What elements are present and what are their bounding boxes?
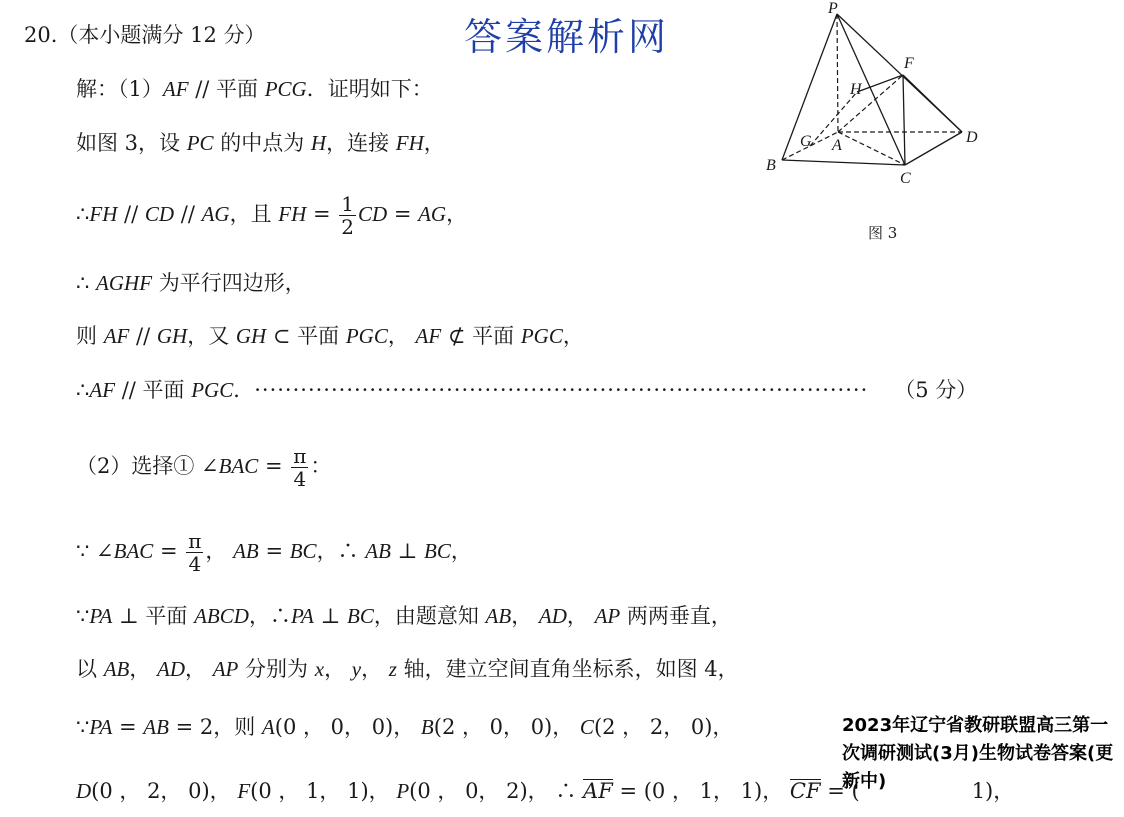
solution-line-12: D(0 ， 2， 0)， F(0 ， 1， 1)， P(0 ， 0， 2)， ∴ AF = (0 ， 1， 1)， CF = ( 1)， — [76, 779, 1015, 803]
label-D: D — [966, 129, 978, 146]
watermark-text: 答案解析网 — [464, 15, 670, 59]
edge-HF — [857, 75, 903, 92]
solution-line-10: 以 AB， AD， AP 分别为 x， y， z 轴，建立空间直角坐标系，如图 4， — [76, 657, 739, 681]
solution-line-7: （2）选择① ∠BAC = $\frac{\pi}{4}$ ： — [76, 444, 332, 491]
solution-line-6: ∴AF // 平面 PGC．················································································ （5 分） — [76, 375, 977, 405]
solution-line-2: 如图 3，设 PC 的中点为 H，连接 FH， — [76, 131, 445, 155]
solution-line-5: 则 AF // GH，又 GH ⊂ 平面 PGC， AF ⊄ 平面 PGC， — [76, 324, 584, 348]
edge-CD — [905, 132, 962, 165]
figure-caption: 图 3 — [868, 224, 898, 242]
fraction-half: $\frac{1}{2}$ — [341, 192, 354, 239]
label-F: F — [904, 55, 914, 72]
geometry-figure — [760, 0, 1000, 200]
problem-header: 20.（本小题满分 12 分） — [24, 23, 266, 47]
edge-CF — [903, 75, 905, 165]
label-A: A — [832, 137, 842, 154]
fraction-pi-over-4-b: $\frac{\pi}{4}$ — [188, 529, 202, 576]
edge-FD — [903, 75, 962, 132]
label-C: C — [900, 170, 911, 187]
leader-dots: ················································································ — [254, 378, 869, 402]
solution-line-4: ∴ AGHF 为平行四边形， — [76, 271, 306, 295]
vector-AF: AF — [583, 779, 613, 803]
solution-line-8: ∵ ∠BAC = $\frac{\pi}{4}$ ， AB = BC，∴ AB ⊥ BC， — [76, 529, 472, 576]
fraction-pi-over-4: $\frac{\pi}{4}$ — [293, 444, 307, 491]
label-H: H — [850, 81, 862, 98]
vector-CF: CF — [789, 779, 821, 803]
label-P: P — [828, 0, 838, 17]
solution-line-3: ∴FH // CD // AG，且 FH = $\frac{1}{2}$ CD = AG， — [76, 192, 468, 239]
edge-PC — [837, 14, 905, 165]
label-B: B — [766, 157, 776, 174]
solution-line-1: 解：（1）AF // 平面 PCG．证明如下： — [76, 77, 433, 101]
solution-line-11: ∵PA = AB = 2，则 A(0 ， 0， 0)， B(2 ， 0， 0)， C(2 ， 2， 0)， — [76, 715, 734, 739]
edge-AC — [838, 132, 905, 165]
score-label: （5 分） — [894, 378, 978, 402]
promo-banner-text: 2023年辽宁省教研联盟高三第一次调研测试(3月)生物试卷答案(更新中) — [842, 715, 1114, 792]
label-G: G — [800, 133, 812, 150]
edge-BC — [782, 160, 905, 165]
solution-line-9: ∵PA ⊥ 平面 ABCD，∴PA ⊥ BC，由题意知 AB， AD， AP 两两垂直， — [76, 604, 732, 628]
